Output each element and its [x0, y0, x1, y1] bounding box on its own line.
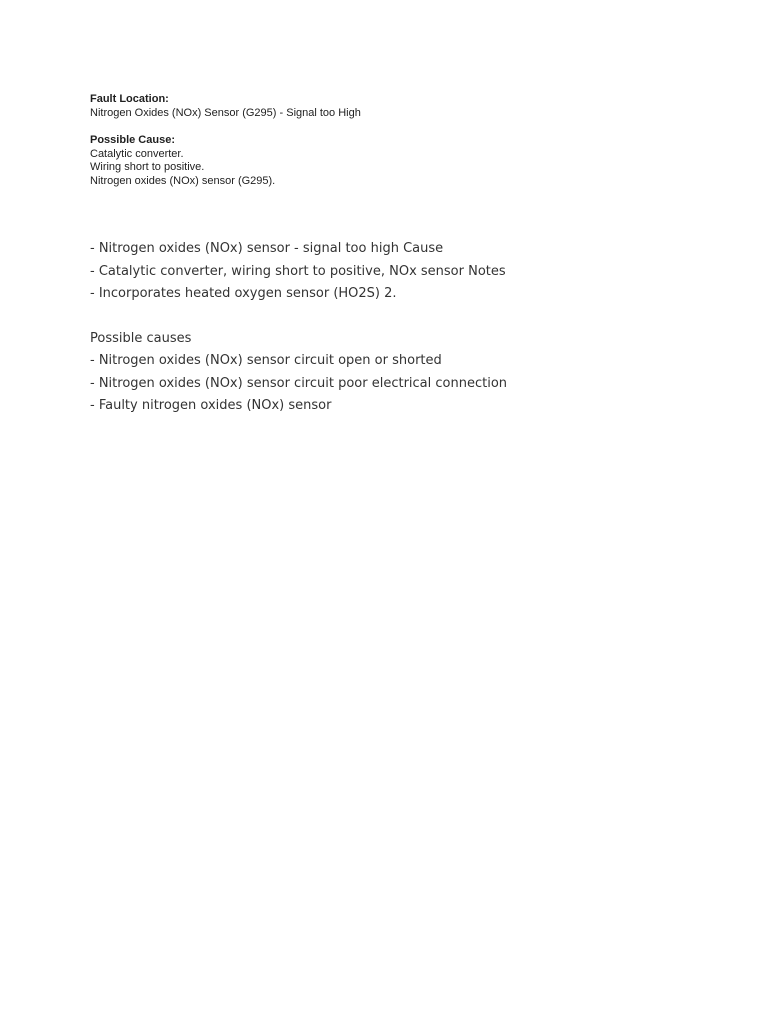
- fault-location-heading: Fault Location:: [90, 93, 169, 105]
- possible-causes-line: - Nitrogen oxides (NOx) sensor circuit poor electrical connection: [90, 375, 508, 391]
- notes-line: - Nitrogen oxides (NOx) sensor - signal too high Cause: [90, 241, 444, 256]
- fault-location-text: Nitrogen Oxides (NOx) Sensor (G295) - Signal too High: [90, 106, 361, 119]
- possible-cause-line: Catalytic converter.: [90, 147, 184, 160]
- spacer: [90, 120, 690, 134]
- notes-line: - Catalytic converter, wiring short to positive, NOx sensor Notes: [90, 263, 506, 279]
- possible-causes-line: - Faulty nitrogen oxides (NOx) sensor: [90, 398, 332, 413]
- notes-block: [90, 238, 730, 418]
- possible-cause-line: Wiring short to positive.: [90, 161, 205, 173]
- fault-info-block: [90, 93, 690, 188]
- possible-causes-heading: Possible causes: [90, 330, 192, 346]
- possible-cause-line: Nitrogen oxides (NOx) sensor (G295).: [90, 174, 276, 187]
- possible-cause-heading: Possible Cause:: [90, 134, 175, 146]
- possible-causes-line: - Nitrogen oxides (NOx) sensor circuit open or shorted: [90, 353, 442, 368]
- notes-line: - Incorporates heated oxygen sensor (HO2S) 2.: [90, 286, 397, 301]
- spacer: [90, 306, 730, 328]
